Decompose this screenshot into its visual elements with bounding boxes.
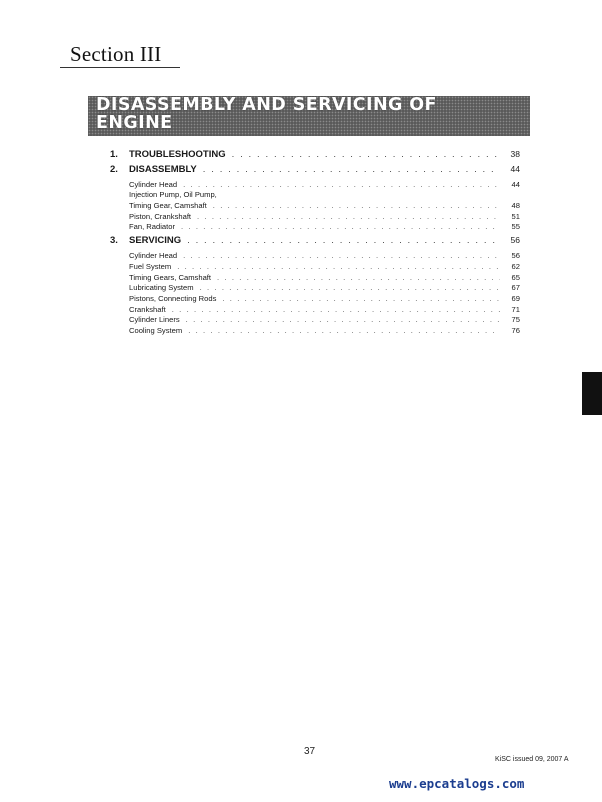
issue-note: KiSC issued 09, 2007 A [495,756,569,763]
toc-entry-number: 2. [110,164,118,175]
toc-subentry[interactable] [129,326,520,336]
toc-entry-label: Pistons, Connecting Rods [129,294,217,303]
toc-subentry[interactable] [129,222,520,232]
toc-entry-label: Cylinder Head [129,180,178,189]
toc-entry-servicing[interactable] [110,235,520,247]
toc-entry-label: Injection Pump, Oil Pump, [129,190,217,199]
dot-leader [187,235,500,246]
toc-entry-label: Fuel System [129,262,172,271]
toc-entry-page: 71 [511,305,520,314]
dot-leader [186,315,500,324]
toc-entry-label: DISASSEMBLY [129,164,197,175]
toc-entry-page: 65 [511,273,520,282]
toc-entry-label: Crankshaft [129,305,166,314]
title-banner [88,96,530,136]
toc-subentry[interactable] [129,283,520,293]
dot-leader [200,283,500,292]
dot-leader [222,294,500,303]
toc-entry-page: 76 [511,326,520,335]
toc-entry-label: Lubricating System [129,283,194,292]
dot-leader [177,262,500,271]
toc-subentry[interactable] [129,190,520,200]
toc-entry-page: 56 [510,235,520,245]
page-number: 37 [304,746,316,757]
toc-entry-label: Piston, Crankshaft [129,212,192,221]
toc-entry-disassembly[interactable] [110,164,520,176]
toc-entry-label: Cylinder Head [129,251,178,260]
watermark: www.epcatalogs.com [389,776,525,791]
toc-entry-label: Timing Gears, Camshaft [129,273,212,282]
dot-leader [183,180,500,189]
toc-entry-label: Fan, Radiator [129,222,176,231]
toc-subentry[interactable] [129,273,520,283]
toc-entry-page: 67 [511,283,520,292]
toc-entry-page: 75 [511,315,520,324]
toc-subentry[interactable] [129,294,520,304]
section-title: Section III [70,42,162,66]
toc-entry-label: SERVICING [129,235,182,246]
toc-entry-page: 48 [511,201,520,210]
dot-leader [181,222,500,231]
dot-leader [183,251,500,260]
toc-subentry[interactable] [129,262,520,272]
toc-subentry[interactable] [129,201,520,211]
toc-entry-page: 62 [511,262,520,271]
toc-entry-page: 55 [511,222,520,231]
toc-entry-troubleshooting[interactable] [110,149,520,161]
toc-subentry[interactable] [129,180,520,190]
toc-entry-page: 69 [511,294,520,303]
dot-leader [172,305,500,314]
chapter-title: DISASSEMBLY AND SERVICING OF ENGINE [96,95,437,133]
toc-entry-label: Cooling System [129,326,183,335]
toc-subentry[interactable] [129,305,520,315]
dot-leader [203,164,500,175]
section-side-tab [582,372,602,415]
dot-leader [197,212,500,221]
toc-entry-page: 44 [510,164,520,174]
toc-entry-label: Cylinder Liners [129,315,180,324]
toc-subentry[interactable] [129,212,520,222]
toc-entry-page: 56 [511,251,520,260]
dot-leader [188,326,500,335]
toc-entry-label: Timing Gear, Camshaft [129,201,207,210]
toc-entry-page: 44 [511,180,520,189]
toc-entry-page: 38 [510,149,520,159]
section-title-underline [60,67,180,68]
toc-entry-number: 1. [110,149,118,160]
toc-subentry[interactable] [129,251,520,261]
dot-leader [217,273,500,282]
toc-entry-page: 51 [511,212,520,221]
toc-subentry[interactable] [129,315,520,325]
dot-leader [213,201,500,210]
toc-entry-number: 3. [110,235,118,246]
dot-leader [232,149,500,160]
toc-entry-label: TROUBLESHOOTING [129,149,226,160]
